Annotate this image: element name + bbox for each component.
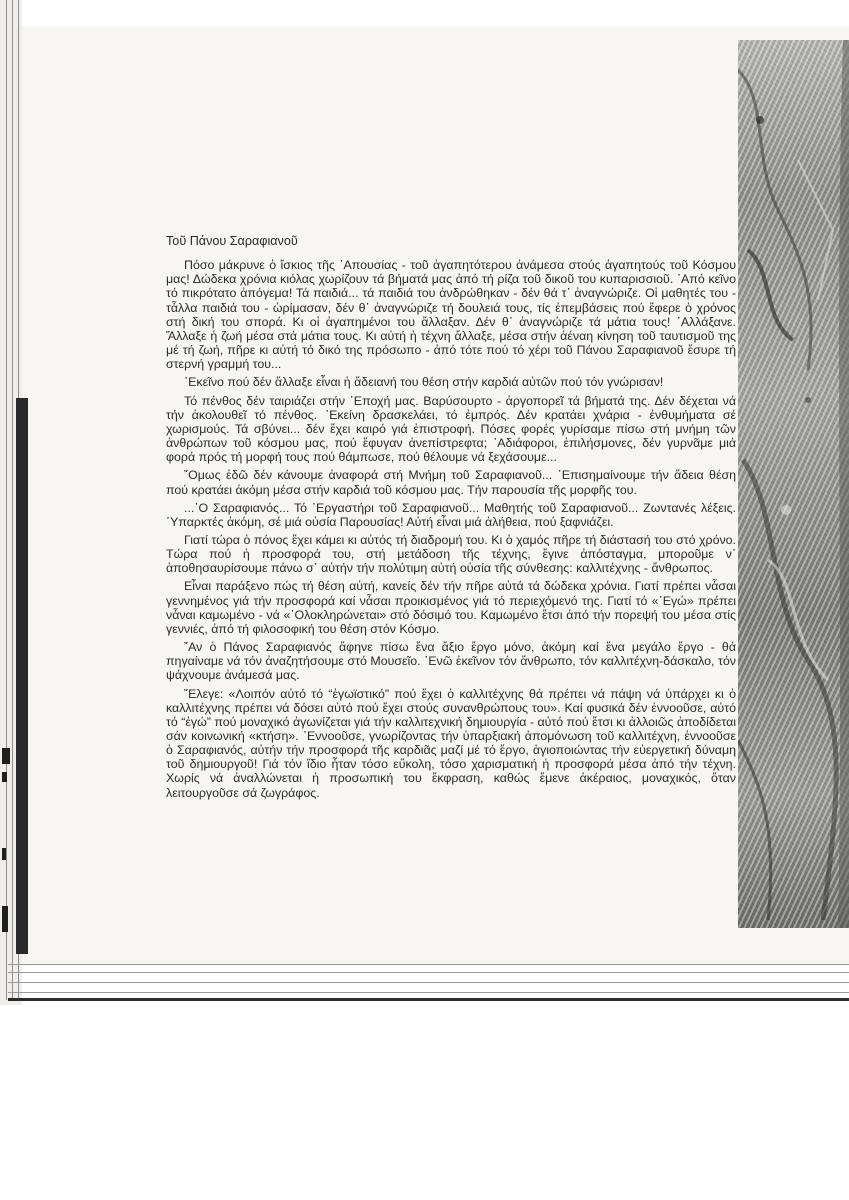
article xyxy=(166,234,736,804)
page-edge-line xyxy=(8,982,849,983)
book-bottom-edge xyxy=(8,998,849,1001)
article-paragraph: Πόσο μάκρυνε ὁ ἴσκιος τῆς ᾿Απουσίας - τοῦ ἀγαπητότερου ἀνάμεσα στούς ἀγαπητούς τοῦ Κόσμου μας! Δώδεκα χρόνια κιόλας χωρίζουν τά βήματά μας ἀπό τή ρίζα τοῦ δικοῦ του κυπαρισσιοῦ. ᾿Από κεῖνο τό πικρότατο ἀπόγεμα! Τά παιδιά... τά παιδιά του ἀνδρώθηκαν - δέν θά τ᾿ ἀναγνώριζε. Οἱ μαθητές του - τἆλλα παιδιά του - ὡρίμασαν, δέν θ᾿ ἀναγνώριζε τή δουλειά τους, τίς ἐπεμβάσεις πού ἔφερε ὁ χρόνος στή δική του σπορά. Κι οἱ ἀγαπημένοι του ἄλλαξαν. Δέν θ᾿ ἀναγνώριζε τά μάτια τους! ᾿Αλλάξανε. Ἄλλαξε ἡ ζωή μέσα στά μάτια τους. Κι αὐτή ἡ τέχνη ἄλλαξε, μέσα στήν ἀέναη κίνηση τοῦ ταυτισμοῦ της μέ τή ζωή, πῆρε κι αὐτή τό δικό της πρόσωπο - ἀπό τότε πού τό χέρι τοῦ Πάνου Σαραφιανοῦ ἔσυρε τή στερνή γραμμή του... xyxy=(166,258,736,372)
article-paragraph: ῎Ομως ἐδῶ δέν κάνουμε ἀναφορά στή Μνήμη τοῦ Σαραφιανοῦ... ᾿Επισημαίνουμε τήν ἄδεια θέση πού κρατάει ἀκόμη μέσα στήν καρδιά τοῦ κόσμου μας. Τήν παρουσία τῆς μορφῆς του. xyxy=(166,468,736,497)
page-stack-bottom-edge xyxy=(8,958,849,1006)
page-edge-line xyxy=(12,0,13,1000)
article-paragraph: Γιατί τώρα ὁ πόνος ἔχει κάμει κι αὐτός τή διαδρομή του. Κι ὁ χαμός πῆρε τή διάστασή του στό χρόνο. Τώρα πού ἡ προσφορά του, στή μετάδοση τῆς τέχνης, ἔγινε ἀπόσταγμα, μποροῦμε ν᾿ ἀποθησαυρίσουμε πάνω σ᾿ αὐτήν τήν πολύτιμη αὐτή οὐσία τῆς σύνθεσης: καλλιτέχνης - ἄνθρωπος. xyxy=(166,532,736,576)
article-paragraph: ...᾿Ο Σαραφιανός... Τό ᾿Εργαστήρι τοῦ Σαραφιανοῦ... Μαθητής τοῦ Σαραφιανοῦ... Ζωντανές λέξεις. ῾Υπαρκτές ἀκόμη, σέ μιά οὐσία Παρουσίας! Αὐτή εἶναι μιά ἀλήθεια, πού ξαφνιάζει. xyxy=(166,500,736,529)
article-paragraph: Τό πένθος δέν ταιριάζει στήν ᾿Εποχή μας. Βαρύσουρτο - ἀργοπορεῖ τά βήματά της. Δέν δέχεται νά τήν ἀκολουθεῖ τό πένθος. ᾿Εκείνη δρασκελάει, τό ἐμπρός. Δέν κρατάει χνάρια - ἐνθυμήματα σέ χωρισμούς. Τά σβύνει... δέν ἔχει καιρό γιά ἐπιστροφή. Πόσες φορές γυρίσαμε πίσω στή μνήμη τῶν ἀνθρώπων τοῦ κόσμου μας, πού ἔφυγαν ἀνεπίστρεφτα; ᾿Αδιάφοροι, ἐπιλήσμονες, δέν γυρνᾶμε μιά φορά πρός τή μορφή τους πού θάμπωσε, πού θέλουμε νά ξεχάσουμε... xyxy=(166,393,736,465)
photograph-detail xyxy=(738,40,849,928)
margin-mark xyxy=(2,906,8,932)
article-title: Τοῦ Πάνου Σαραφιανοῦ xyxy=(166,234,298,248)
margin-mark xyxy=(2,848,6,860)
margin-mark xyxy=(2,748,10,764)
page-margin-bar xyxy=(16,398,28,954)
page-edge-line xyxy=(8,972,849,973)
page-edge-line xyxy=(6,0,7,1000)
page-edge-line xyxy=(8,992,849,993)
article-paragraph: ῎Ελεγε: «Λοιπόν αὐτό τό “ἐγωϊστικό” πού ἔχει ὁ καλλιτέχνης θά πρέπει νά πάψη νά ὑπάρχει κι ὁ καλλιτέχνης πρέπει νά δόσει αὐτό πού ἔχει στούς συνανθρώπους του». Καί φυσικά δέν ἐννοοῦσε, αὐτό τό “ἐγώ” πού μοναχικό ἀγωνίζεται γιά τήν καλλιτεχνική δημιουργία - αὐτό πού ἔτσι κι ἀλλοιῶς ἀποδίδεται σάν κοινωνική «κτήση». ᾿Εννοοῦσε, γνωρίζοντας τήν ὑπαρξιακή ἀπομόνωση τοῦ καλλιτέχνη, ἐννοοῦσε ὁ Σαραφιανός, αὐτήν τήν προσφορά τῆς καρδιᾶς μαζί μέ τό ἔργο, ἁγιοποιώντας τήν εὐεργετική δύναμη τοῦ δημιουργοῦ! Γιά τόν ἴδιο ἦταν τόσο εὔκολη, τόσο χαρισματική ἡ προσφορά μέσα ἀπό τήν τέχνη. Χωρίς νά ἀναλλώνεται ἡ προσωπική του ἔκφραση, καθώς ἔμενε ἀκέραιος, μοναχικός, ὅταν λειτουργοῦσε σά ζωγράφος. xyxy=(166,686,736,800)
article-paragraph: ῎Αν ὁ Πάνος Σαραφιανός ἄφηνε πίσω ἕνα ἄξιο ἔργο μόνο, ἀκόμη καί ἕνα μεγάλο ἔργο - θά πηγαίναμε νά τόν ἀναζητήσουμε στό Μουσεῖο. ᾿Ενῶ ἐκεῖνον τόν ἄνθρωπο, τόν καλλιτέχνη-δάσκαλο, τόν ψάχνουμε ἀνάμεσά μας. xyxy=(166,640,736,683)
page-edge-line xyxy=(8,964,849,965)
photograph-texture xyxy=(738,40,849,928)
article-paragraph: ᾿Εκεῖνο πού δέν ἄλλαξε εἶναι ἡ ἄδειανή του θέση στήν καρδιά αὐτῶν πού τόν γνώρισαν! xyxy=(184,375,664,390)
article-paragraph: Εἶναι παράξενο πώς τή θέση αὐτή, κανείς δέν τήν πῆρε αὐτά τά δώδεκα χρόνια. Γιατί πρέπει νἆσαι γεννημένος γιά τήν προσφορά καί νἆσαι προικισμένος γιά τό περιεχόμενό της. Γιατί τό «᾿Εγώ» πρέπει νἆναι καμωμένο - νά «᾿Ολοκληρώνεται» στό δόσιμό του. Καμωμένο ἔτσι ἀπό τήν πορεψή του μέσα στίς γεννιές, ἀπό τή φιλοσοφική του θέση στόν Κόσμο. xyxy=(166,579,736,636)
margin-mark xyxy=(2,772,7,782)
